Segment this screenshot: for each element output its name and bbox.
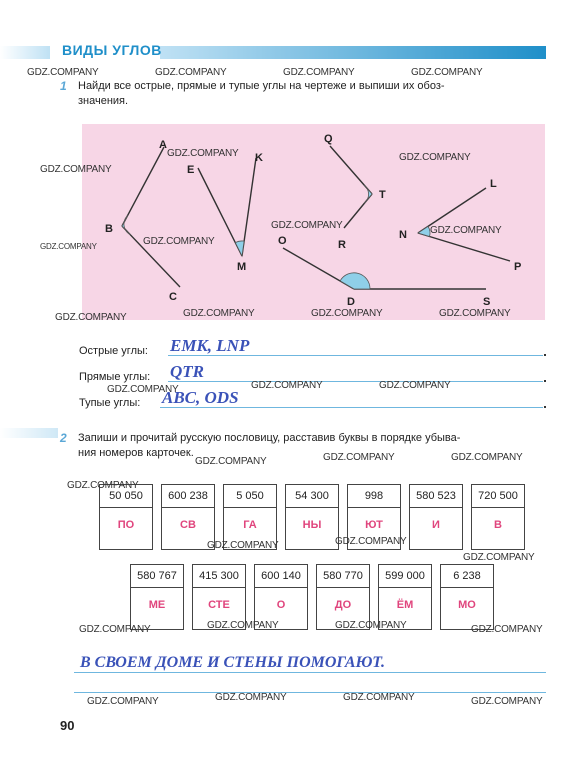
watermark: GDZ.COMPANY (439, 308, 511, 319)
card-number: 6 238 (441, 565, 493, 588)
arc-t (364, 185, 372, 203)
card-syllable: ГА (243, 519, 257, 531)
card-syllable: И (432, 519, 440, 531)
watermark: GDZ.COMPANY (195, 456, 267, 467)
watermark: GDZ.COMPANY (40, 164, 112, 175)
right-line (168, 381, 543, 382)
task1-number: 1 (60, 79, 67, 93)
watermark: GDZ.COMPANY (167, 148, 239, 159)
watermark: GDZ.COMPANY (183, 308, 255, 319)
watermark: GDZ.COMPANY (379, 380, 451, 391)
card (471, 484, 525, 550)
label-t: T (379, 189, 386, 201)
card-syllable: О (276, 599, 286, 611)
obtuse-line (160, 407, 543, 408)
label-o: O (278, 235, 287, 247)
card-number: 580 770 (317, 565, 369, 588)
watermark: GDZ.COMPANY (283, 67, 355, 78)
arc-d (340, 273, 370, 289)
proverb-answer: В СВОЕМ ДОМЕ И СТЕНЫ ПОМОГАЮТ. (80, 654, 385, 671)
proverb-line-1 (74, 672, 546, 673)
card-number: 720 500 (472, 485, 524, 508)
label-e: E (187, 164, 195, 176)
acute-end-dot (544, 354, 546, 356)
card-syllable: НЫ (302, 519, 322, 531)
card-number: 415 300 (193, 565, 245, 588)
obtuse-end-dot (544, 406, 546, 408)
segment-ba (122, 147, 164, 226)
obtuse-label: Тупые углы: (79, 397, 141, 409)
watermark: GDZ.COMPANY (207, 620, 279, 631)
task2-band (0, 428, 58, 438)
card-syllable: ПО (117, 519, 135, 531)
task1-text-line1: Найди все острые, прямые и тупые углы на чертеже и выпиши их обоз- (78, 80, 445, 92)
watermark: GDZ.COMPANY (87, 696, 159, 707)
watermark: GDZ.COMPANY (411, 67, 483, 78)
right-value: QTR (170, 362, 204, 381)
card-syllable: СТЕ (208, 599, 230, 611)
label-k: K (255, 152, 263, 164)
label-d: D (347, 296, 355, 308)
acute-line (168, 355, 543, 356)
watermark: GDZ.COMPANY (311, 308, 383, 319)
card-syllable: ЁМ (396, 599, 414, 611)
label-n: N (399, 229, 407, 241)
label-l: L (490, 178, 497, 190)
card (440, 564, 494, 630)
card-number: 599 000 (379, 565, 431, 588)
label-q: Q (324, 133, 333, 145)
watermark: GDZ.COMPANY (335, 536, 407, 547)
label-b: B (105, 223, 113, 235)
card (130, 564, 184, 630)
card-syllable: МЕ (148, 599, 166, 611)
card-number: 50 050 (100, 485, 152, 508)
label-s: S (483, 296, 491, 308)
watermark: GDZ.COMPANY (430, 225, 502, 236)
card (99, 484, 153, 550)
card-number: 580 523 (410, 485, 462, 508)
card-number: 600 140 (255, 565, 307, 588)
card (409, 484, 463, 550)
watermark: GDZ.COMPANY (155, 67, 227, 78)
watermark: GDZ.COMPANY (107, 384, 179, 395)
card-syllable: ДО (334, 599, 352, 611)
card-syllable: СВ (180, 519, 196, 531)
watermark: GDZ.COMPANY (27, 67, 99, 78)
card-number: 54 300 (286, 485, 338, 508)
card-number: 580 767 (131, 565, 183, 588)
arc-n (418, 226, 430, 236)
right-end-dot (544, 380, 546, 382)
arc-b (122, 215, 130, 234)
card-syllable: В (494, 519, 502, 531)
watermark: GDZ.COMPANY (143, 236, 215, 247)
label-c: C (169, 291, 177, 303)
watermark: GDZ.COMPANY (271, 220, 343, 231)
task2-number: 2 (60, 431, 67, 445)
label-a: A (159, 139, 167, 151)
page-number: 90 (60, 718, 75, 733)
card-number: 600 238 (162, 485, 214, 508)
label-m: M (237, 261, 247, 273)
card (285, 484, 339, 550)
watermark: GDZ.COMPANY (335, 620, 407, 631)
card-syllable: МО (458, 599, 476, 611)
header-band-left (0, 46, 50, 59)
watermark: GDZ.COMPANY (55, 312, 127, 323)
watermark: GDZ.COMPANY (251, 380, 323, 391)
task2-text-line2: ния номеров карточек. (78, 447, 194, 459)
page-title: ВИДЫ УГЛОВ (62, 42, 162, 58)
watermark: GDZ.COMPANY (471, 696, 543, 707)
watermark: GDZ.COMPANY (79, 624, 151, 635)
watermark: GDZ.COMPANY (67, 480, 139, 491)
label-r: R (338, 239, 346, 251)
obtuse-value: ABC, ODS (162, 388, 239, 407)
watermark: GDZ.COMPANY (215, 692, 287, 703)
card-number: 5 050 (224, 485, 276, 508)
watermark: GDZ.COMPANY (451, 452, 523, 463)
segment-np (418, 233, 510, 261)
watermark-small: GDZ.COMPANY (40, 242, 97, 251)
watermark: GDZ.COMPANY (207, 540, 279, 551)
right-label: Прямые углы: (79, 371, 151, 383)
header-band-right (160, 46, 546, 59)
task1-text-line2: значения. (78, 95, 129, 107)
label-p: P (514, 261, 522, 273)
watermark: GDZ.COMPANY (399, 152, 471, 163)
task2-text-line1: Запиши и прочитай русскую пословицу, расставив буквы в порядке убыва- (78, 432, 461, 444)
watermark: GDZ.COMPANY (343, 692, 415, 703)
acute-label: Острые углы: (79, 345, 148, 357)
card-syllable: ЮТ (365, 519, 383, 531)
proverb-line-2 (74, 692, 546, 693)
acute-value: EMK, LNP (170, 336, 250, 355)
card-number: 998 (348, 485, 400, 508)
watermark: GDZ.COMPANY (463, 552, 535, 563)
watermark: GDZ.COMPANY (471, 624, 543, 635)
watermark: GDZ.COMPANY (323, 452, 395, 463)
